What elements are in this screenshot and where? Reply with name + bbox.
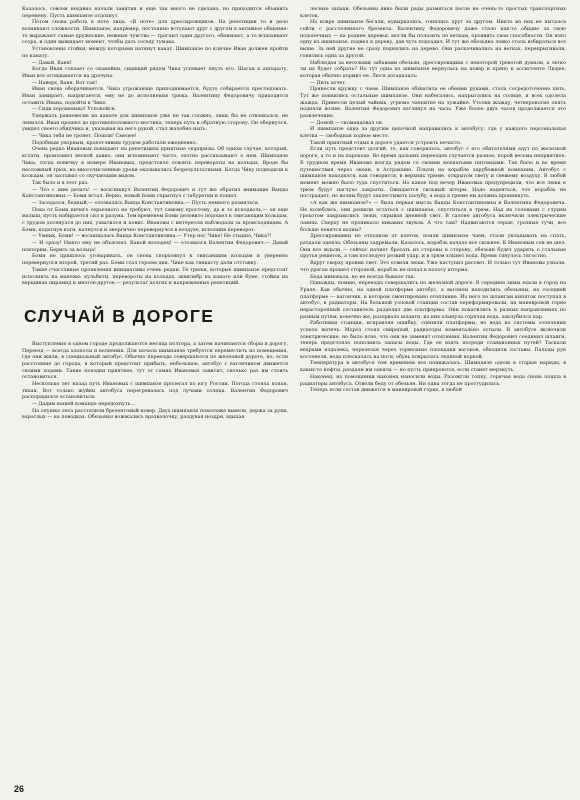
paragraph: Температура в автобусе тем временем все понижалась. Шимпанзе одели в старые наряды, в каких-то кофты, раздали им одеяла — но пусть прикроются, если станет мерзнуть. [300, 360, 566, 374]
paragraph: — Чика тебя не тронет. Пошли! Смелее! [32, 133, 137, 140]
post-section-text [22, 341, 288, 421]
paragraph: Потом снова работа в поте лица. «В поте» для дрессировщиков. На репетиции то и дело возникают сложности. Шимпанзе, например, постоянно вступают друг с другом в активное общение: то выражают самые дружеские, нежные чувства — трогают один другого, обнимают, а то вспыхивает ссора, и один выжидает момент, чтобы дать соседу тумака. [22, 19, 288, 46]
paragraph: Так было и в этот раз. [32, 179, 89, 186]
paragraph: Работники станции, исправляя ошибку, сцепили платформы, но вода из системы отопления успела вытечь. Мороз стоял свирепый, радиаторы моментально остыли. В автобусе включили электрические, но было ясно, что они не заменят отопления. Валентин Федорович соединил шланги, теперь предстояло пополнить запасы воды. Где ее взять посреди станционных путей? Таскали ведрами издалека, перелезая через тормозные площадки вагонов, обходили составы. Пальцы рук костенели, вода плескалась на ноги, обувь покрылась ледяной коркой. [300, 320, 566, 360]
text-columns [22, 6, 566, 776]
paragraph: — Домой,— скомандовал он. [310, 119, 384, 126]
right-column [300, 6, 566, 776]
paragraph: лесные запахи. Обезьяны явно были рады размяться после не очень-то простых транспортных клеток. [300, 6, 566, 19]
paragraph: Если путь предстоит долгий, то, как говорилось, автобус с его обитателями едут по железной дороге, а то и на пароходе. Во время дальних переездов случается разное, порой весьма неприятное. В трудном время Ивановы всегда рядом со своими мохнатыми питомцами. Так было и во время путешествия через океан, в Астраханю. Плыли на корабле зарубежной компании. Автобус с шимпанзе находился, как говорится, в верхних трюме, открытом свету и свежему воздуху. В любой момент можно было туда спуститься. Но какое под вечер Ивановых предупредили, что все люки к трюм будут наглухо закрыты. Ожидается сильный шторм. Надо надеяться, что корабль не пострадает, но волны будут захлестывать палубу, а вода в трюме ни должна проникнуть. [300, 146, 566, 200]
paragraph: Несколько лет назад путь Ивановых с шимпанзе пролегал по югу России. Погода стояла ясная, тихая. Вот только жуйки автобуса перегревалась под лучами солнца. Валентин Федорович распорядился остановиться: [22, 381, 288, 401]
section-title: СЛУЧАЙ В ДОРОГЕ [24, 305, 215, 326]
paragraph: Иван снова оборачивается. Чика угрожающе приподнимается, будто собирается преследовать. Иван замирает, напрягается, ему не до исполнения трюка. Валентину Федоровичу приходится оставить Ивана, подойти к Чике. [22, 86, 288, 106]
paragraph: Однажды, помню, переезды совершались по железной дороге. В середине зимы ехали в город на Урале. Как обычно, на одной платформе автобус, а вагоном находились обезьяны, на соседней платформе — вагончик, в котором смонтировано отопление. Из него по шлангам кипяток поступал в автобус, в радиаторы. На большой узловой станции состав переформировали, на маневровой горке нерасторопный составитель разделил две платформы. Они покатились в разных направлениях по разным путям, конечно же, разорвало шланги, из них хлынула горячая вода, заклубился пар. [300, 280, 566, 320]
paragraph: Такой приятный отдых в дороге удается устроить нечасто. [310, 139, 462, 146]
paragraph: Наблюдая за веселыми забавами обезьян, дрессировщики с некоторой тревогой думали, а легко ли их будет собрать? Но тут одна из шимпанзе вернулась на ковер и пряно к ассистенте Людее, которая обычно кормит ее. Люся догадалась: [300, 59, 566, 79]
paragraph: — Давай, Ваня! [32, 59, 72, 66]
paragraph: Боми не пришлось уговаривать, он снова спорховнул к свисающим кольцам и уверенно перевернулся второй, третий раз. Боми стал героем дня. Чике как тянкасту дали отставку. [22, 253, 288, 267]
paragraph: Вдруг сверху проник свет. Это отвили люки. Уже наступил рассвет. И только тут Ивановы узнали, что ураган прошел стороной, корабль не попал в полосу шторма. [300, 260, 566, 273]
paragraph: Очень редко Ивановых покидают на репетициях приятные сюрпризы. Об одном случае, который, кстати, произошел весной давно, они вспоминают часто, охотно рассказывают о нем. Шимпанзе Чика, тогда новичку в номере Ивановых, предстояло освоить перевороты на кольцах. Вроде бы несложный трюк, но многочисленные уроки оказывались безрезультатными. Когда Чику подводили к кольцам, он застывал со скучающим видом. [22, 146, 288, 180]
paragraph: Пока от Боми ничего серьезного не требуют, тут самому простому, да и то исподволь,— он еще малыш, пусть набирается сил и разума. Тем временем Боми деловито подошел к свисающим кольцам, с трудом дотянулся до них, ухватился и повис. Ивановы с интересом наблюдали за происходящим. А Боми, подогнув ноги, качнулся и энергично перевернулся в воздухе, исполнив переворот. [22, 206, 288, 233]
paragraph: Наконец, их помощники наконец наносили воды. Разожгли топку, горячая вода снова пошла в радиаторы автобуса. Отвели беду от обезьян. Ни одна тогда не простудилась. [300, 373, 566, 387]
paragraph: — Умник, Боми! — восхищалась Ванда Константиновна.— Утер нос Чике! Не стыдно, Чика?! [32, 233, 272, 240]
paragraph: «А как же шимпанзе?» — была первая мысль Ванды Константиновны и Валентина Федоровича. Не колеблясь, они решили остаться с шимпанзе, спуститься в трюм. Над их головами с глухим грохотом закрывались люки, скрывая дневной свет. В салоне автобуса включили электрические лампы. Сверху не проникало никаких звуков. А что там? Надвигаются серые, грозные тучи, все больше пенятся волны? [300, 199, 566, 233]
paragraph: Принесли кружку с чаем. Шимпанзе обхватила ее обеими руками, стала сосредоточенно пить. Тут же появились остальные шимпанзе. Они набегались, напрыгались на солнце, и всех одолела жажда. Принесли целый чайник, угрюмо чаепитие на лужайке. Утолив жажду, четвероногие опять подняли возню. Валентин Федорович взглянул на часы. Уже более двух часов продолжается это развлечение. [300, 86, 566, 119]
paragraph: Установлены стойки, между которыми натянут канат. Шимпанзе по кличке Иван должен пройти по канату. [22, 46, 288, 59]
paragraph: — Сиди хорошенько! Успокойся. [32, 106, 117, 113]
paragraph: — Что с ним делать! — воскликнул Валентин Федорович и тут же обратил внимание Ванды Константиновны.— Боми встал. Верно, новый Боми спрыгнул с табуретки и пошел. [22, 186, 288, 200]
paragraph: — Наверх, Ваня. Вот так! [32, 79, 98, 86]
paragraph: — Дадим нашей команде передохнуть... [32, 401, 135, 408]
pre-section-text [22, 6, 288, 287]
page-number: 26 [14, 784, 25, 794]
paragraph: Казалось, совсем недавно начали занятия и еще так много не сделано, но приходится объявить перемену. Пусть шимпанзе отдохнут. [22, 6, 288, 19]
paragraph: Подобным упорным, кропотливым трудом работали ежедневно. [32, 139, 198, 146]
paragraph: На опушке леса расстелили брезентовый ковер. Двух шимпанзе помоложе вывели, держа за руки, взрослых — на поводках. Обезьяны вожжались вразвалочку, раздувая ноздри, вдыхая [22, 407, 288, 421]
paragraph: Дрессировщики не отходили от клеток, поили шимпанзе чаем, стали укладывать на спать, раздали одеяла. Обезьяны задремали. Казалось, корабль качало все сильнее. К Ивановым сон не шел. Они все ждали — сейчас начнет бросать из стороны в сторону, обезьян будет ударять о стальные прутья решеток, а там последует резкий удар, и в трюм хлынет вода. Время тянулось тягостно. [300, 233, 566, 260]
paragraph: На ковре шимпанзе бегали, кувыркались, гонялись друг за другом. Никто из них не пытался сойти с расстеленного брезента. Валентину Федоровичу даже стало как-то обидно за свою подопечных — на родине деревья, могли бы полазить по веткам, проявить свои способности. Он взял одну из шимпанзе, подвел к дереву, дав чуть подсадил. И тут же обезьяна ловко стала взбираться все выше. За ней другие не сразу поднялись на дерево. Они раскачивались на ветках, перепрыгивали, гонялись одна за другой. [300, 19, 566, 59]
paragraph: Удержать равновесие на канате для шимпанзе уже не так сложно, лишь бы не отвлекался, не ленился. Иван прошел до противоположного мостика, теперь путь в обратную сторону. Он обернулся, увидел своего обидчика и, указывая на него рукой, стал жалобно ныть. [22, 113, 288, 133]
paragraph: — Заседался, бедный,— отозвалась Ванда Константиновна.— Пусть немного размяться. [32, 199, 260, 206]
paragraph: Теперь если состав движется к маневровой горке, в любой [310, 387, 462, 394]
paragraph: Такие счастливые проявления инициативы очень редки. Те трюки, которые шимпанзе предстоит исполнить на манеже: кульбиты, перевороты на кольцах, эквилибр на канате или буме, стойки на вершинах пирамид и многое-другое,— результат долгих и напряженных репетиций. [22, 266, 288, 287]
right-column-text [300, 6, 566, 394]
left-column [22, 6, 288, 776]
paragraph: Беда миновала, но не всегда бывало так. [310, 273, 416, 280]
paragraph: — Пить хочет. [310, 79, 347, 86]
paragraph: — И сразу! Никто ему не объяснял. Какой молодец! — отозвался Валентин Федорович.— Давай повторим. Берись за кольца! [22, 240, 288, 253]
paragraph: Выступления в одном городе продолжаются месяца полтора, а затем начинаются сборы в дорогу. Переезд — всегда хлопоты и волнения. Для начала шимпанзе требуется переместить из помещения, где они жили, в специальный автобус. Обычно переезды совершаются по железной дороге, но, если расстояние до города, в который предстоит прибыть, небольшое, автобус с вагончиком движется своими ходами. Такие поездки приятнее, тут от самих Ивановых зависит, сколько раз им стоить остановиться. [22, 340, 288, 381]
paragraph: Когда Иван слезает со скамейки, сидящий рядом Чика успевает пнуть его. Шагая к аппарату, Иван все оглядывается на драчуна. [22, 66, 288, 79]
paragraph: И шимпанзе одна за другим цепочкой направились к автобусу, где у каждого персональная клетка — свободная ходное место. [300, 126, 566, 140]
